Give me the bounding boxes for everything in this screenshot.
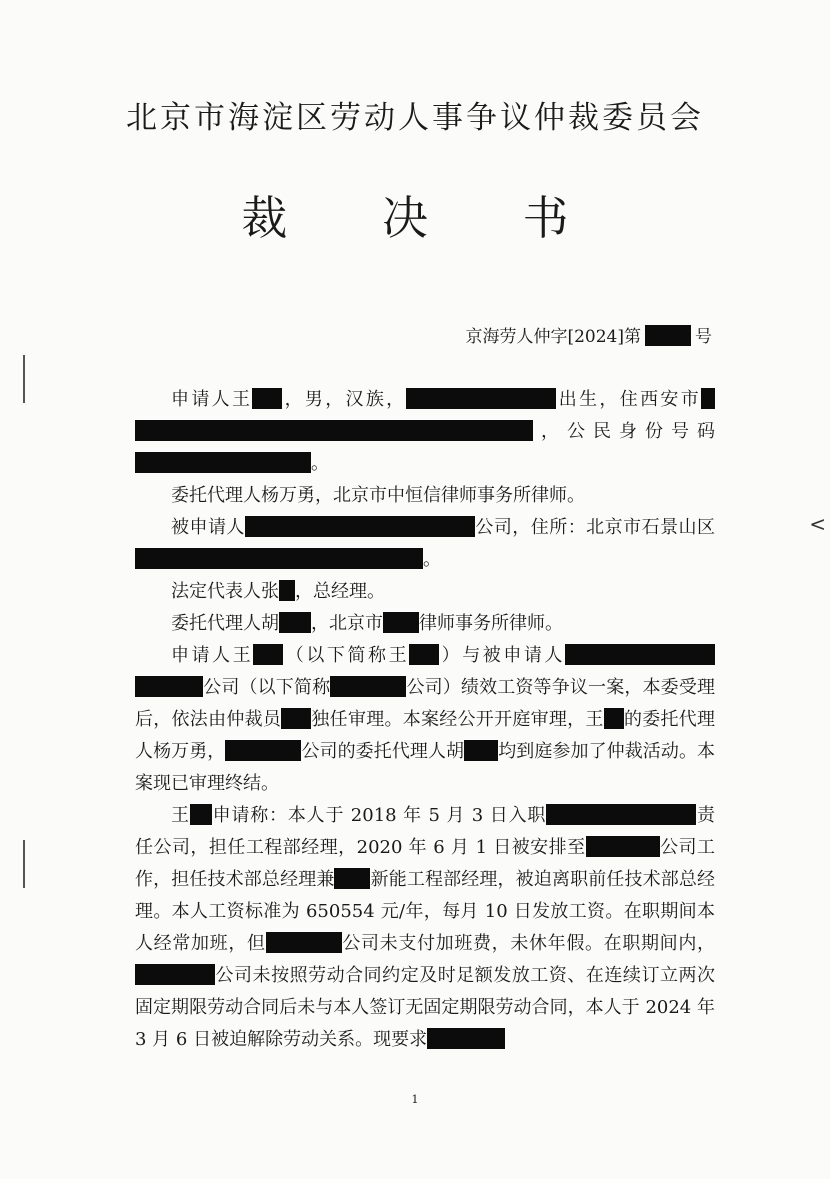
redaction-box — [427, 1028, 505, 1049]
redaction-box — [279, 612, 311, 633]
text-span: ，公民身份号码 — [533, 421, 715, 442]
text-span: 。 — [311, 453, 329, 474]
text-span: 申请称：本人于 2018 年 5 月 3 日入职 — [211, 805, 547, 826]
paragraph-legal-representative — [135, 576, 715, 608]
redaction-box — [383, 612, 419, 633]
text-span: 区 — [697, 517, 716, 538]
redaction-box — [565, 644, 715, 665]
redaction-box — [135, 548, 423, 569]
text-span: 律师事务所律师。 — [419, 613, 563, 634]
redaction-box — [586, 836, 660, 857]
redaction-box — [281, 708, 311, 729]
redaction-box — [135, 964, 215, 985]
text-span: 的委托代理人杨万勇， — [135, 709, 716, 762]
redaction-box — [225, 740, 301, 761]
redaction-box — [135, 420, 533, 441]
page-number: 1 — [411, 1093, 419, 1106]
text-span: ，北京市 — [311, 613, 383, 634]
binding-hole-mark-bottom — [23, 840, 25, 888]
redaction-box — [279, 580, 295, 601]
text-span: 新能工程部经理，被迫离职前任技术部总经理。本人工资标准为 650554 元/年，每月 10 日发放工资。在职期间本人经常加班，但 — [135, 869, 716, 954]
document-body — [135, 384, 715, 1056]
paragraph-case-summary — [135, 640, 715, 800]
paragraph-applicant — [135, 384, 715, 480]
binding-hole-mark-top — [23, 355, 25, 403]
redaction-box — [645, 325, 691, 346]
text-span: ）与被申请人 — [439, 645, 566, 666]
organization-title: 北京市海淀区劳动人事争议仲裁委员会 — [126, 100, 704, 136]
text-span: 出生，住西安市 — [556, 389, 702, 410]
redaction-box — [330, 676, 406, 697]
text-span: 。 — [423, 549, 441, 570]
paragraph-respondent-agent — [135, 608, 715, 640]
paragraph-respondent — [135, 512, 715, 576]
text-span: 公司（以下简称 — [203, 677, 331, 698]
text-span: 公司）绩效工资等争议一案，本委受理后，依法由仲裁员 — [135, 677, 715, 730]
paragraph-applicant-agent: 委托代理人杨万勇，北京市中恒信律师事务所律师。 — [171, 485, 585, 506]
redaction-box — [135, 676, 203, 697]
text-span: 被申请人 — [171, 517, 245, 538]
redaction-box — [406, 388, 556, 409]
text-span: 独任审理。本案经公开开庭审理，王 — [311, 709, 604, 730]
document-title: 裁 决 书 — [241, 191, 609, 245]
text-span: 法定代表人张 — [171, 581, 279, 602]
redaction-box — [701, 388, 715, 409]
text-span: 公司未支付加班费，未休年假。在职期间内， — [341, 933, 716, 954]
redaction-box — [409, 644, 439, 665]
redaction-box — [190, 804, 212, 825]
text-span: 申请人王 — [171, 645, 254, 666]
text-span: 责任公司，担任工程部经理，2020 年 6 月 1 日被安排至 — [135, 805, 716, 858]
text-span: ，总经理。 — [295, 581, 385, 602]
redaction-box — [252, 388, 282, 409]
text-span: 王 — [171, 805, 190, 826]
text-span: ，男，汉族， — [282, 389, 407, 410]
text-span: （以下简称王 — [283, 645, 410, 666]
redaction-box — [604, 708, 624, 729]
text-span: 公司工作，担任技术部总经理兼 — [135, 837, 716, 890]
page-edge-mark: < — [809, 512, 826, 536]
case-number — [465, 322, 712, 347]
text-span: 公司未按照劳动合同约定及时足额发放工资、在连续订立两次固定期限劳动合同后未与本人签订无固定期限劳动合同，本人于 2024 年 3 月 6 日被迫解除劳动关系。现要求 — [135, 965, 715, 1050]
text-span: 均到庭参加了仲裁活动。本案现已审理终结。 — [135, 741, 716, 794]
redaction-box — [334, 868, 370, 889]
redaction-box — [464, 740, 498, 761]
redaction-box — [546, 804, 696, 825]
redaction-box — [245, 516, 475, 537]
redaction-box — [266, 932, 342, 953]
case-number-suffix: 号 — [695, 327, 712, 347]
redaction-box — [253, 644, 283, 665]
text-span: 委托代理人胡 — [171, 613, 279, 634]
text-span: 公司的委托代理人胡 — [301, 741, 465, 762]
text-span: 公司，住所：北京市石景山 — [474, 517, 698, 538]
redaction-box — [135, 452, 311, 473]
case-number-prefix: 京海劳人仲字[2024]第 — [465, 327, 641, 347]
text-span: 申请人王 — [171, 389, 253, 410]
paragraph-applicant-claim — [135, 800, 715, 1056]
